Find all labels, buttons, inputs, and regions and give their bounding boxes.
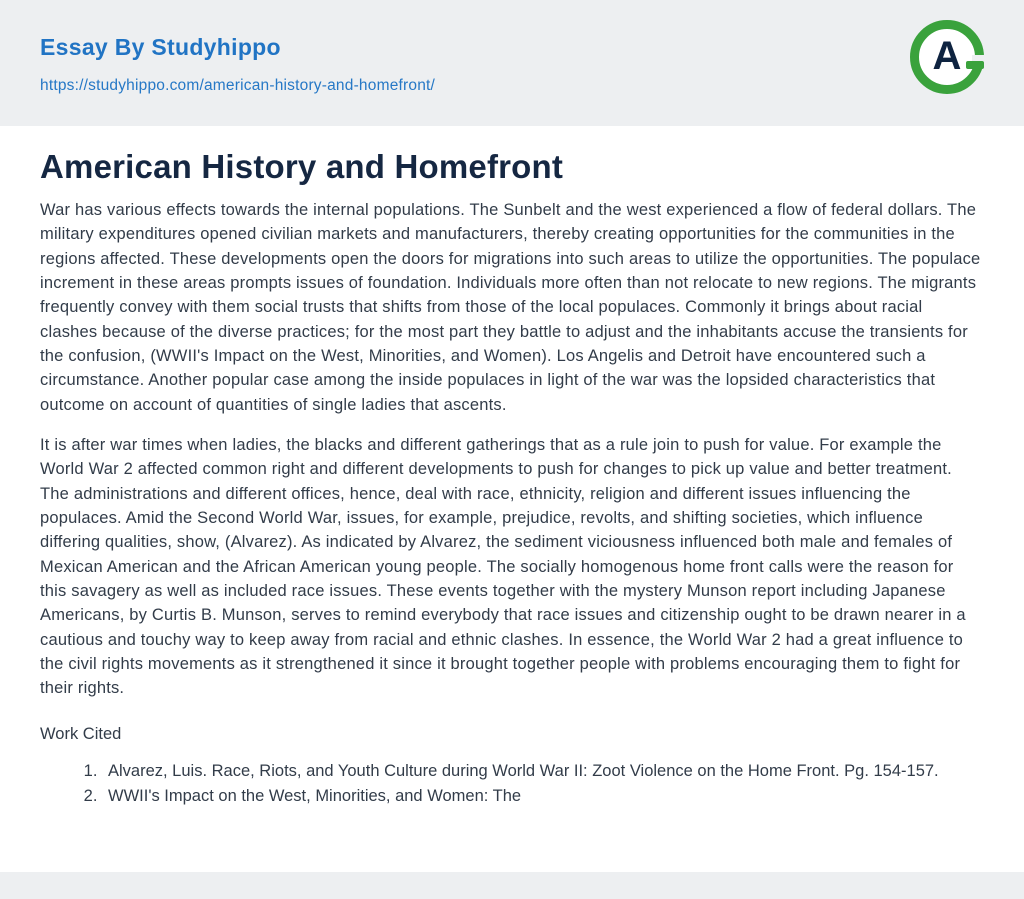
citation-item-1: 1. Alvarez, Luis. Race, Riots, and Youth Culture during World War II: Zoot Violence on the Home Front. Pg. 154-157.	[102, 760, 984, 784]
citation-list	[102, 760, 984, 810]
work-cited-heading: Work Cited	[40, 724, 122, 743]
site-header	[0, 0, 1024, 126]
essay-article	[0, 126, 1024, 809]
logo-a-icon: A	[932, 34, 962, 78]
article-url-link[interactable]: https://studyhippo.com/american-history-and-homefront/	[40, 77, 436, 94]
citation-item-2: 2. WWII's Impact on the West, Minorities, and Women: The	[102, 785, 984, 809]
essay-paragraph-2: It is after war times when ladies, the blacks and different gatherings that as a rule join to push for value. For example the World War 2 affected common right and different developments to push for changes to pick up value and better treatment. The administrations and different offices, hence, deal with race, ethnicity, religion and different issues influencing the populaces. Amid the Second World War, issues, for example, prejudice, revolts, and shifting societies, which influence differing qualities, show, (Alvarez). As indicated by Alvarez, the sediment viciousness influenced both male and females of Mexican American and the African American young people. The socially homogenous home front calls were the reason for this savagery as well as included race issues. These events together with the mystery Munson report including Japanese Americans, by Curtis B. Munson, serves to remind everybody that race issues and citizenship ought to be drawn nearer in a cautious and touchy way to keep away from racial and ethnic clashes. In essence, the World War 2 had a great influence to the civil rights movements as it strengthened it since it brought together people with problems encouraging them to fight for their rights.	[40, 435, 966, 698]
studyhippo-logo[interactable]	[910, 20, 984, 94]
essay-paragraph-1: War has various effects towards the internal populations. The Sunbelt and the west experienced a flow of federal dollars. The military expenditures opened civilian markets and manufacturers, thereby creating opportunities for the communities in the regions affected. These developments open the doors for migrations into such areas to utilize the opportunities. The populace increment in these areas prompts issues of foundation. Individuals more often than not relocate to new regions. The migrants frequently convey with them social trusts that shifts from those of the local populaces. Commonly it brings about racial clashes because of the diverse practices; for the most part they battle to adjust and the inhabitants accuse the transients for the confusion, (WWII's Impact on the West, Minorities, and Women). Los Angelis and Detroit have encountered such a circumstance. Another popular case among the inside populaces in light of the war was the lopsided characteristics that outcome on account of quantities of single ladies that ascents.	[40, 201, 981, 414]
page-title: American History and Homefront	[40, 148, 564, 185]
site-title: Essay By Studyhippo	[40, 34, 281, 60]
footer-bar	[0, 872, 1024, 899]
